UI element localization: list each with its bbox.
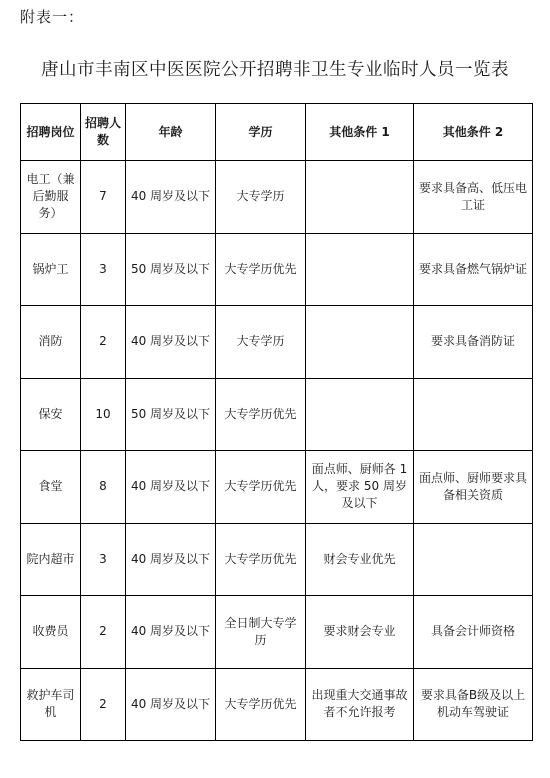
cell-age: 50 周岁及以下 bbox=[126, 378, 216, 451]
header-count: 招聘人数 bbox=[81, 104, 126, 161]
cell-condition-1 bbox=[306, 378, 414, 451]
table-header-row bbox=[21, 104, 533, 161]
cell-condition-2: 要求具备燃气锅炉证 bbox=[414, 233, 533, 306]
cell-education: 大专学历优先 bbox=[216, 668, 306, 741]
cell-condition-1: 出现重大交通事故者不允许报考 bbox=[306, 668, 414, 741]
cell-position: 电工（兼后勤服务） bbox=[21, 161, 81, 234]
cell-education: 大专学历优先 bbox=[216, 233, 306, 306]
cell-condition-1: 要求财会专业 bbox=[306, 596, 414, 669]
cell-count: 2 bbox=[81, 596, 126, 669]
cell-count: 7 bbox=[81, 161, 126, 234]
cell-education: 大专学历优先 bbox=[216, 378, 306, 451]
cell-education: 大专学历 bbox=[216, 306, 306, 379]
cell-count: 3 bbox=[81, 523, 126, 596]
cell-condition-2 bbox=[414, 523, 533, 596]
cell-age: 40 周岁及以下 bbox=[126, 596, 216, 669]
cell-position: 院内超市 bbox=[21, 523, 81, 596]
cell-position: 食堂 bbox=[21, 451, 81, 524]
cell-position: 收费员 bbox=[21, 596, 81, 669]
recruitment-table bbox=[20, 103, 533, 741]
cell-condition-2: 要求具备消防证 bbox=[414, 306, 533, 379]
table-row bbox=[21, 451, 533, 524]
cell-age: 40 周岁及以下 bbox=[126, 306, 216, 379]
cell-position: 锅炉工 bbox=[21, 233, 81, 306]
cell-age: 40 周岁及以下 bbox=[126, 451, 216, 524]
header-education: 学历 bbox=[216, 104, 306, 161]
appendix-label: 附表一： bbox=[20, 8, 85, 26]
cell-education: 大专学历 bbox=[216, 161, 306, 234]
cell-age: 40 周岁及以下 bbox=[126, 668, 216, 741]
cell-condition-2: 要求具备B级及以上机动车驾驶证 bbox=[414, 668, 533, 741]
cell-age: 40 周岁及以下 bbox=[126, 161, 216, 234]
cell-condition-2: 面点师、厨师要求具备相关资质 bbox=[414, 451, 533, 524]
cell-education: 大专学历优先 bbox=[216, 451, 306, 524]
cell-condition-2 bbox=[414, 378, 533, 451]
header-position: 招聘岗位 bbox=[21, 104, 81, 161]
cell-age: 40 周岁及以下 bbox=[126, 523, 216, 596]
cell-condition-1: 财会专业优先 bbox=[306, 523, 414, 596]
cell-count: 3 bbox=[81, 233, 126, 306]
cell-education: 大专学历优先 bbox=[216, 523, 306, 596]
cell-position: 保安 bbox=[21, 378, 81, 451]
table-row bbox=[21, 523, 533, 596]
table-row bbox=[21, 378, 533, 451]
header-condition-2: 其他条件 2 bbox=[414, 104, 533, 161]
cell-condition-2: 具备会计师资格 bbox=[414, 596, 533, 669]
cell-condition-1 bbox=[306, 306, 414, 379]
header-condition-1: 其他条件 1 bbox=[306, 104, 414, 161]
table-row bbox=[21, 596, 533, 669]
table-row bbox=[21, 161, 533, 234]
cell-count: 2 bbox=[81, 306, 126, 379]
cell-position: 消防 bbox=[21, 306, 81, 379]
page-title: 唐山市丰南区中医医院公开招聘非卫生专业临时人员一览表 bbox=[41, 60, 509, 80]
table-row bbox=[21, 668, 533, 741]
cell-position: 救护车司机 bbox=[21, 668, 81, 741]
cell-condition-2: 要求具备高、低压电工证 bbox=[414, 161, 533, 234]
cell-count: 10 bbox=[81, 378, 126, 451]
cell-age: 50 周岁及以下 bbox=[126, 233, 216, 306]
table-row bbox=[21, 233, 533, 306]
cell-condition-1 bbox=[306, 161, 414, 234]
header-age: 年龄 bbox=[126, 104, 216, 161]
cell-condition-1: 面点师、厨师各 1 人，要求 50 周岁及以下 bbox=[306, 451, 414, 524]
table-row bbox=[21, 306, 533, 379]
cell-count: 8 bbox=[81, 451, 126, 524]
cell-count: 2 bbox=[81, 668, 126, 741]
cell-education: 全日制大专学历 bbox=[216, 596, 306, 669]
cell-condition-1 bbox=[306, 233, 414, 306]
